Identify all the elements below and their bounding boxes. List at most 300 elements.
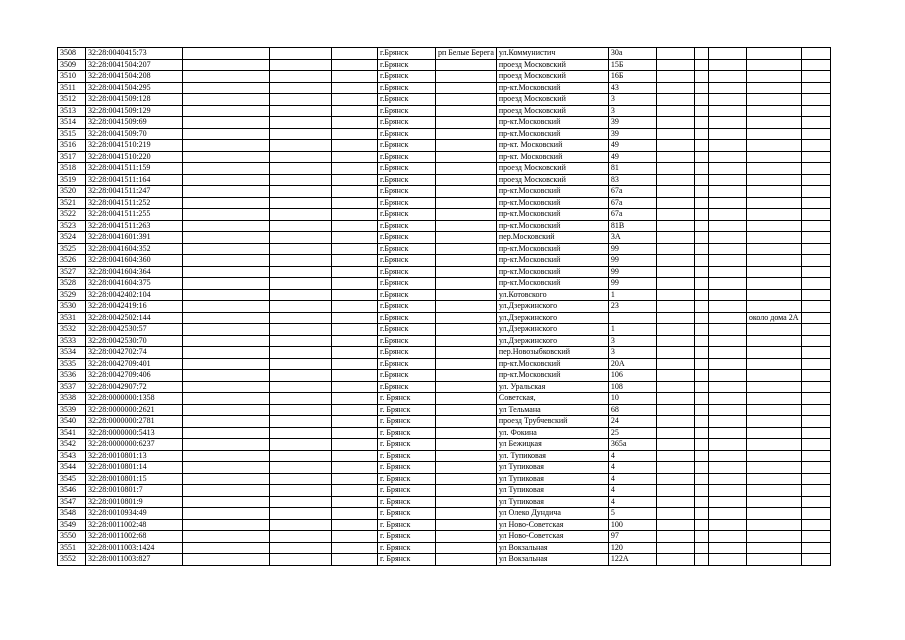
- note-cell: [746, 496, 801, 508]
- empty-cell: [694, 163, 708, 175]
- empty-cell: [694, 197, 708, 209]
- city-cell: г. Брянск: [378, 508, 436, 520]
- empty-cell: [183, 519, 270, 531]
- cadastral-number-cell: 32:28:0042502:144: [86, 312, 183, 324]
- settlement-cell: [436, 381, 497, 393]
- city-cell: г. Брянск: [378, 404, 436, 416]
- empty-cell: [332, 508, 378, 520]
- cadastral-number-cell: 32:28:0042530:57: [86, 324, 183, 336]
- empty-cell: [708, 519, 746, 531]
- empty-cell: [270, 347, 332, 359]
- row-number-cell: 3523: [58, 220, 86, 232]
- empty-cell: [656, 278, 694, 290]
- empty-cell: [708, 163, 746, 175]
- empty-cell: [656, 324, 694, 336]
- empty-cell: [332, 439, 378, 451]
- note-cell: [746, 416, 801, 428]
- settlement-cell: [436, 427, 497, 439]
- note-cell: [746, 151, 801, 163]
- settlement-cell: [436, 312, 497, 324]
- table-row: [58, 358, 831, 370]
- empty-cell: [183, 393, 270, 405]
- table-row: [58, 255, 831, 267]
- empty-cell: [801, 151, 830, 163]
- empty-cell: [656, 209, 694, 221]
- row-number-cell: 3517: [58, 151, 86, 163]
- table-row: [58, 335, 831, 347]
- empty-cell: [183, 301, 270, 313]
- cadastral-number-cell: 32:28:0010801:7: [86, 485, 183, 497]
- empty-cell: [332, 427, 378, 439]
- row-number-cell: 3538: [58, 393, 86, 405]
- city-cell: г.Брянск: [378, 243, 436, 255]
- note-cell: [746, 48, 801, 60]
- house-number-cell: 24: [608, 416, 656, 428]
- house-number-cell: 108: [608, 381, 656, 393]
- empty-cell: [801, 416, 830, 428]
- empty-cell: [270, 462, 332, 474]
- city-cell: г.Брянск: [378, 197, 436, 209]
- table-row: [58, 243, 831, 255]
- house-number-cell: 81: [608, 163, 656, 175]
- empty-cell: [708, 48, 746, 60]
- note-cell: [746, 324, 801, 336]
- empty-cell: [332, 220, 378, 232]
- row-number-cell: 3551: [58, 542, 86, 554]
- settlement-cell: [436, 358, 497, 370]
- empty-cell: [183, 128, 270, 140]
- empty-cell: [694, 358, 708, 370]
- city-cell: г.Брянск: [378, 59, 436, 71]
- empty-cell: [270, 485, 332, 497]
- empty-cell: [270, 358, 332, 370]
- empty-cell: [270, 450, 332, 462]
- table-row: [58, 508, 831, 520]
- house-number-cell: 1: [608, 324, 656, 336]
- table-row: [58, 48, 831, 60]
- note-cell: около дома 2А: [746, 312, 801, 324]
- empty-cell: [694, 94, 708, 106]
- note-cell: [746, 301, 801, 313]
- empty-cell: [183, 71, 270, 83]
- table-row: [58, 266, 831, 278]
- street-cell: пр-кт.Московский: [496, 358, 608, 370]
- city-cell: г.Брянск: [378, 151, 436, 163]
- empty-cell: [656, 496, 694, 508]
- empty-cell: [183, 174, 270, 186]
- house-number-cell: 3: [608, 335, 656, 347]
- settlement-cell: [436, 94, 497, 106]
- note-cell: [746, 278, 801, 290]
- note-cell: [746, 105, 801, 117]
- note-cell: [746, 266, 801, 278]
- empty-cell: [656, 485, 694, 497]
- empty-cell: [332, 151, 378, 163]
- city-cell: г.Брянск: [378, 82, 436, 94]
- cadastral-number-cell: 32:28:0042402:104: [86, 289, 183, 301]
- cadastral-number-cell: 32:28:0000000:2781: [86, 416, 183, 428]
- settlement-cell: [436, 59, 497, 71]
- empty-cell: [332, 232, 378, 244]
- row-number-cell: 3531: [58, 312, 86, 324]
- empty-cell: [183, 197, 270, 209]
- empty-cell: [183, 485, 270, 497]
- house-number-cell: 23: [608, 301, 656, 313]
- row-number-cell: 3514: [58, 117, 86, 129]
- empty-cell: [801, 232, 830, 244]
- note-cell: [746, 128, 801, 140]
- cadastral-number-cell: 32:28:0011002:48: [86, 519, 183, 531]
- city-cell: г. Брянск: [378, 519, 436, 531]
- empty-cell: [694, 542, 708, 554]
- empty-cell: [708, 255, 746, 267]
- note-cell: [746, 243, 801, 255]
- empty-cell: [332, 531, 378, 543]
- empty-cell: [656, 117, 694, 129]
- empty-cell: [183, 289, 270, 301]
- empty-cell: [183, 439, 270, 451]
- empty-cell: [801, 82, 830, 94]
- empty-cell: [332, 174, 378, 186]
- house-number-cell: 25: [608, 427, 656, 439]
- empty-cell: [708, 301, 746, 313]
- note-cell: [746, 82, 801, 94]
- cadastral-number-cell: 32:28:0041504:207: [86, 59, 183, 71]
- row-number-cell: 3536: [58, 370, 86, 382]
- empty-cell: [183, 416, 270, 428]
- empty-cell: [656, 404, 694, 416]
- empty-cell: [270, 370, 332, 382]
- row-number-cell: 3525: [58, 243, 86, 255]
- empty-cell: [801, 519, 830, 531]
- city-cell: г.Брянск: [378, 255, 436, 267]
- house-number-cell: 83: [608, 174, 656, 186]
- empty-cell: [270, 312, 332, 324]
- empty-cell: [801, 128, 830, 140]
- cadastral-number-cell: 32:28:0041504:295: [86, 82, 183, 94]
- table-row: [58, 117, 831, 129]
- empty-cell: [656, 174, 694, 186]
- empty-cell: [801, 59, 830, 71]
- cadastral-number-cell: 32:28:0011003:1424: [86, 542, 183, 554]
- empty-cell: [183, 94, 270, 106]
- street-cell: ул Тупиковая: [496, 462, 608, 474]
- row-number-cell: 3520: [58, 186, 86, 198]
- city-cell: г.Брянск: [378, 266, 436, 278]
- empty-cell: [694, 485, 708, 497]
- empty-cell: [801, 358, 830, 370]
- note-cell: [746, 71, 801, 83]
- empty-cell: [708, 335, 746, 347]
- empty-cell: [708, 197, 746, 209]
- empty-cell: [708, 347, 746, 359]
- empty-cell: [708, 105, 746, 117]
- street-cell: пр-кт.Московский: [496, 82, 608, 94]
- empty-cell: [694, 324, 708, 336]
- street-cell: ул. Фокина: [496, 427, 608, 439]
- empty-cell: [270, 519, 332, 531]
- row-number-cell: 3541: [58, 427, 86, 439]
- note-cell: [746, 117, 801, 129]
- note-cell: [746, 220, 801, 232]
- empty-cell: [708, 209, 746, 221]
- settlement-cell: [436, 347, 497, 359]
- settlement-cell: [436, 416, 497, 428]
- note-cell: [746, 358, 801, 370]
- street-cell: пр-кт. Московский: [496, 151, 608, 163]
- table-row: [58, 450, 831, 462]
- street-cell: ул. Уральская: [496, 381, 608, 393]
- house-number-cell: 3: [608, 105, 656, 117]
- empty-cell: [694, 71, 708, 83]
- street-cell: ул.Дзержинского: [496, 335, 608, 347]
- table-row: [58, 531, 831, 543]
- row-number-cell: 3515: [58, 128, 86, 140]
- empty-cell: [183, 220, 270, 232]
- row-number-cell: 3522: [58, 209, 86, 221]
- table-row: [58, 404, 831, 416]
- street-cell: пр-кт. Московский: [496, 140, 608, 152]
- empty-cell: [656, 220, 694, 232]
- cadastral-number-cell: 32:28:0000000:6237: [86, 439, 183, 451]
- empty-cell: [183, 266, 270, 278]
- empty-cell: [183, 163, 270, 175]
- empty-cell: [270, 174, 332, 186]
- city-cell: г.Брянск: [378, 174, 436, 186]
- empty-cell: [694, 335, 708, 347]
- row-number-cell: 3546: [58, 485, 86, 497]
- cadastral-number-cell: 32:28:0000000:2621: [86, 404, 183, 416]
- row-number-cell: 3528: [58, 278, 86, 290]
- empty-cell: [694, 554, 708, 566]
- note-cell: [746, 347, 801, 359]
- empty-cell: [183, 82, 270, 94]
- house-number-cell: 68: [608, 404, 656, 416]
- row-number-cell: 3535: [58, 358, 86, 370]
- house-number-cell: 49: [608, 140, 656, 152]
- empty-cell: [183, 450, 270, 462]
- house-number-cell: 99: [608, 255, 656, 267]
- note-cell: [746, 427, 801, 439]
- cadastral-number-cell: 32:28:0042419:16: [86, 301, 183, 313]
- table-row: [58, 174, 831, 186]
- empty-cell: [694, 473, 708, 485]
- note-cell: [746, 473, 801, 485]
- house-number-cell: 3: [608, 347, 656, 359]
- empty-cell: [332, 404, 378, 416]
- empty-cell: [270, 209, 332, 221]
- empty-cell: [270, 416, 332, 428]
- table-row: [58, 370, 831, 382]
- city-cell: г.Брянск: [378, 117, 436, 129]
- empty-cell: [694, 381, 708, 393]
- table-row: [58, 427, 831, 439]
- empty-cell: [270, 140, 332, 152]
- note-cell: [746, 140, 801, 152]
- city-cell: г.Брянск: [378, 48, 436, 60]
- city-cell: г.Брянск: [378, 312, 436, 324]
- empty-cell: [183, 508, 270, 520]
- empty-cell: [694, 140, 708, 152]
- empty-cell: [694, 427, 708, 439]
- note-cell: [746, 450, 801, 462]
- row-number-cell: 3548: [58, 508, 86, 520]
- settlement-cell: [436, 278, 497, 290]
- table-row: [58, 186, 831, 198]
- empty-cell: [801, 289, 830, 301]
- cadastral-number-cell: 32:28:0011003:827: [86, 554, 183, 566]
- row-number-cell: 3521: [58, 197, 86, 209]
- empty-cell: [801, 312, 830, 324]
- empty-cell: [694, 531, 708, 543]
- empty-cell: [270, 255, 332, 267]
- city-cell: г.Брянск: [378, 128, 436, 140]
- row-number-cell: 3529: [58, 289, 86, 301]
- empty-cell: [656, 416, 694, 428]
- empty-cell: [183, 381, 270, 393]
- empty-cell: [656, 450, 694, 462]
- row-number-cell: 3534: [58, 347, 86, 359]
- empty-cell: [801, 473, 830, 485]
- house-number-cell: 10: [608, 393, 656, 405]
- house-number-cell: 99: [608, 243, 656, 255]
- empty-cell: [332, 59, 378, 71]
- empty-cell: [183, 59, 270, 71]
- note-cell: [746, 404, 801, 416]
- settlement-cell: [436, 462, 497, 474]
- street-cell: ул.Дзержинского: [496, 324, 608, 336]
- empty-cell: [801, 427, 830, 439]
- empty-cell: [801, 324, 830, 336]
- house-number-cell: 4: [608, 450, 656, 462]
- empty-cell: [708, 450, 746, 462]
- house-number-cell: 39: [608, 117, 656, 129]
- empty-cell: [694, 266, 708, 278]
- house-number-cell: 67а: [608, 186, 656, 198]
- empty-cell: [332, 554, 378, 566]
- empty-cell: [708, 278, 746, 290]
- empty-cell: [708, 140, 746, 152]
- table-row: [58, 220, 831, 232]
- empty-cell: [656, 312, 694, 324]
- empty-cell: [270, 105, 332, 117]
- settlement-cell: [436, 496, 497, 508]
- empty-cell: [270, 71, 332, 83]
- house-number-cell: 16Б: [608, 71, 656, 83]
- empty-cell: [270, 82, 332, 94]
- row-number-cell: 3537: [58, 381, 86, 393]
- empty-cell: [708, 220, 746, 232]
- empty-cell: [183, 542, 270, 554]
- city-cell: г.Брянск: [378, 370, 436, 382]
- house-number-cell: 3: [608, 94, 656, 106]
- table-row: [58, 324, 831, 336]
- empty-cell: [656, 439, 694, 451]
- empty-cell: [708, 416, 746, 428]
- note-cell: [746, 519, 801, 531]
- empty-cell: [656, 128, 694, 140]
- row-number-cell: 3542: [58, 439, 86, 451]
- note-cell: [746, 508, 801, 520]
- empty-cell: [656, 94, 694, 106]
- empty-cell: [270, 48, 332, 60]
- table-row: [58, 163, 831, 175]
- empty-cell: [694, 151, 708, 163]
- row-number-cell: 3544: [58, 462, 86, 474]
- house-number-cell: 20А: [608, 358, 656, 370]
- empty-cell: [332, 519, 378, 531]
- empty-cell: [270, 220, 332, 232]
- settlement-cell: [436, 473, 497, 485]
- empty-cell: [694, 243, 708, 255]
- city-cell: г.Брянск: [378, 163, 436, 175]
- city-cell: г. Брянск: [378, 531, 436, 543]
- empty-cell: [694, 105, 708, 117]
- empty-cell: [332, 105, 378, 117]
- city-cell: г.Брянск: [378, 335, 436, 347]
- note-cell: [746, 542, 801, 554]
- settlement-cell: [436, 508, 497, 520]
- city-cell: г. Брянск: [378, 496, 436, 508]
- settlement-cell: [436, 197, 497, 209]
- city-cell: г.Брянск: [378, 324, 436, 336]
- empty-cell: [656, 381, 694, 393]
- empty-cell: [801, 94, 830, 106]
- empty-cell: [270, 301, 332, 313]
- cadastral-number-cell: 32:28:0010934:49: [86, 508, 183, 520]
- empty-cell: [332, 335, 378, 347]
- empty-cell: [801, 71, 830, 83]
- table-row: [58, 312, 831, 324]
- empty-cell: [801, 335, 830, 347]
- house-number-cell: 4: [608, 496, 656, 508]
- empty-cell: [801, 531, 830, 543]
- empty-cell: [270, 94, 332, 106]
- empty-cell: [183, 312, 270, 324]
- city-cell: г.Брянск: [378, 105, 436, 117]
- city-cell: г.Брянск: [378, 358, 436, 370]
- row-number-cell: 3510: [58, 71, 86, 83]
- empty-cell: [332, 163, 378, 175]
- table-row: [58, 519, 831, 531]
- table-row: [58, 59, 831, 71]
- empty-cell: [708, 473, 746, 485]
- street-cell: ул Вокзальная: [496, 554, 608, 566]
- settlement-cell: [436, 370, 497, 382]
- empty-cell: [270, 324, 332, 336]
- row-number-cell: 3547: [58, 496, 86, 508]
- street-cell: пр-кт.Московский: [496, 128, 608, 140]
- house-number-cell: 4: [608, 473, 656, 485]
- empty-cell: [332, 278, 378, 290]
- empty-cell: [656, 140, 694, 152]
- empty-cell: [183, 232, 270, 244]
- empty-cell: [708, 71, 746, 83]
- empty-cell: [708, 370, 746, 382]
- empty-cell: [183, 347, 270, 359]
- settlement-cell: [436, 151, 497, 163]
- table-row: [58, 542, 831, 554]
- empty-cell: [801, 220, 830, 232]
- empty-cell: [694, 347, 708, 359]
- empty-cell: [656, 370, 694, 382]
- settlement-cell: [436, 186, 497, 198]
- house-number-cell: [608, 312, 656, 324]
- cadastral-number-cell: 32:28:0041604:375: [86, 278, 183, 290]
- empty-cell: [708, 232, 746, 244]
- empty-cell: [270, 496, 332, 508]
- city-cell: г. Брянск: [378, 473, 436, 485]
